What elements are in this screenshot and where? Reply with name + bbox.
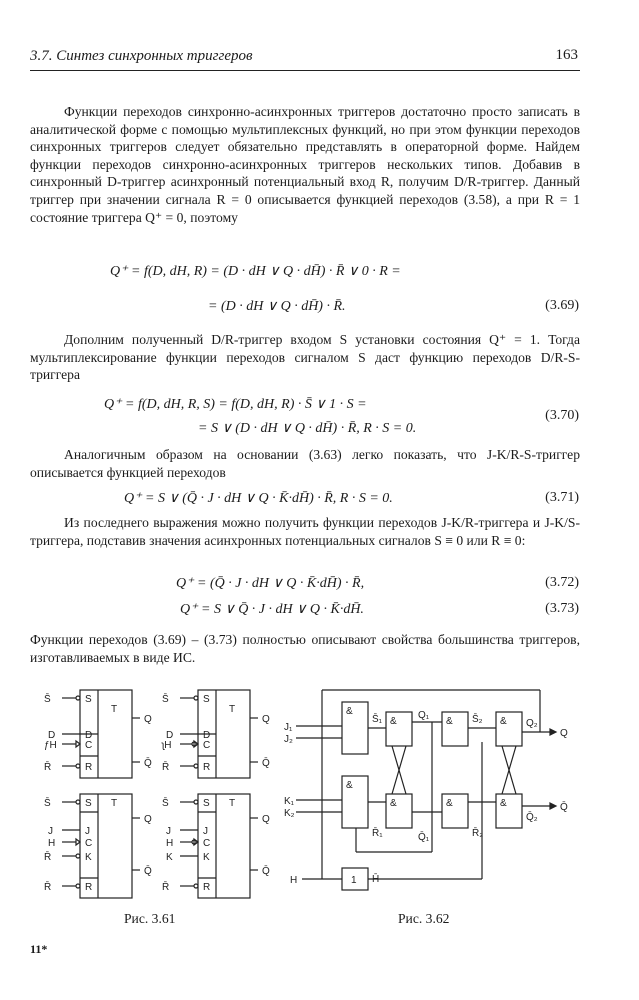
equation-number-3-70: (3.70) [545, 408, 579, 423]
svg-text:R: R [85, 882, 93, 893]
paragraph-5-text: Функции переходов (3.69) – (3.73) полностью описывают свойства большинства триггеров, изготавливаемых в виде ИС. [30, 632, 580, 665]
equation-3-69-line1: Q⁺ = f(D, dH, R) = (D · dH ∨ Q · dH̄) · R̄ ∨ 0 · R = [110, 264, 401, 279]
equation-number-3-72: (3.72) [545, 575, 579, 590]
svg-text:Q: Q [144, 814, 152, 825]
figure-3-61 [40, 682, 280, 904]
svg-text:&: & [346, 706, 353, 717]
svg-text:Q: Q [560, 728, 568, 739]
svg-text:Q₁: Q₁ [418, 710, 430, 721]
svg-text:1: 1 [351, 875, 357, 886]
svg-text:J: J [85, 826, 90, 837]
svg-text:S̄: S̄ [162, 798, 169, 809]
svg-text:J₂: J₂ [284, 734, 293, 745]
svg-text:Q̄₁: Q̄₁ [418, 832, 430, 843]
equation-number-3-69: (3.69) [545, 298, 579, 313]
equation-3-70-line2: = S ∨ (D · dH ∨ Q · dH̄) · R̄, R · S = 0. [198, 421, 417, 436]
svg-text:&: & [446, 716, 453, 727]
svg-text:Q̄₂: Q̄₂ [526, 812, 538, 823]
svg-text:J: J [166, 826, 171, 837]
svg-text:&: & [500, 798, 507, 809]
svg-text:C: C [85, 740, 93, 751]
paragraph-1-text: Функции переходов синхронно-асинхронных триггеров достаточно просто записать в аналитической форме с помощью мультиплексных функций, но при этом функции переходов синхронных триггеров следует обязательно представлять в операторной форме. Найдем функции переходов синхронно-асинхронных триггеров нескольких типов. Добавив в синхронный D-триггер асинхронный потенциальный вход R, получим D/R-триггер. Данный триггер при значении сигнала R = 0 описывается функцией переходов (3.58), а при R = 1 состояние триггера Q⁺ = 0, поэтому [30, 104, 580, 225]
svg-text:C: C [203, 740, 211, 751]
svg-text:&: & [500, 716, 507, 727]
svg-text:K: K [203, 852, 210, 863]
flipflop-jk-1 [44, 794, 152, 898]
svg-text:R̄: R̄ [44, 852, 52, 863]
svg-text:D: D [203, 730, 211, 741]
svg-text:Q̄: Q̄ [560, 802, 568, 813]
svg-text:H: H [166, 838, 174, 849]
svg-text:R̄₁: R̄₁ [372, 828, 383, 839]
svg-text:S: S [203, 798, 210, 809]
svg-text:&: & [390, 798, 397, 809]
equation-3-69-line2: = (D · dH ∨ Q · dH̄) · R̄. [208, 299, 346, 314]
flipflop-dr-1 [44, 690, 152, 778]
figure-3-61-caption: Рис. 3.61 [124, 911, 176, 926]
svg-text:ƒH: ƒH [44, 740, 57, 751]
svg-text:J: J [48, 826, 53, 837]
svg-text:H: H [290, 875, 298, 886]
svg-text:R̄: R̄ [162, 882, 170, 893]
equation-3-73: Q⁺ = S ∨ Q̄ · J · dH ∨ Q · K̄·dH̄. [180, 602, 364, 617]
paragraph-5 [30, 631, 580, 666]
svg-text:T: T [229, 704, 236, 715]
svg-text:D: D [166, 730, 174, 741]
svg-text:Q̄: Q̄ [144, 758, 152, 769]
svg-text:&: & [446, 798, 453, 809]
paragraph-2-text: Дополним полученный D/R-триггер входом S установки состояния Q⁺ = 1. Тогда мультиплексирование функции переходов сигналом S даст функцию переходов D/R-S-триггера [30, 332, 580, 383]
section-title: 3.7. Синтез синхронных триггеров [30, 48, 253, 64]
signature-mark: 11* [30, 942, 48, 956]
svg-text:Q: Q [262, 814, 270, 825]
svg-text:S: S [85, 694, 92, 705]
paragraph-1 [30, 103, 580, 226]
equation-number-3-71: (3.71) [545, 490, 579, 505]
svg-text:J: J [203, 826, 208, 837]
paragraph-4-text: Из последнего выражения можно получить функции переходов J-K/R-триггера и J-K/S-триггера, подставив значения асинхронных потенциальных сигналов S ≡ 0 или R ≡ 0: [30, 515, 580, 548]
svg-text:S: S [203, 694, 210, 705]
svg-text:T: T [111, 798, 118, 809]
svg-text:S̄: S̄ [44, 798, 51, 809]
svg-text:Q: Q [144, 714, 152, 725]
svg-text:Q: Q [262, 714, 270, 725]
svg-text:H̄: H̄ [372, 874, 380, 885]
svg-text:Q̄: Q̄ [262, 758, 270, 769]
flipflop-dr-2 [161, 690, 270, 778]
svg-text:R̄: R̄ [44, 882, 52, 893]
equation-3-72: Q⁺ = (Q̄ · J · dH ∨ Q · K̄·dH̄) · R̄, [176, 576, 365, 591]
svg-text:C: C [203, 838, 211, 849]
svg-text:K: K [85, 852, 92, 863]
svg-text:T: T [111, 704, 118, 715]
svg-text:D: D [48, 730, 56, 741]
equation-3-70-line1: Q⁺ = f(D, dH, R, S) = f(D, dH, R) · S̄ ∨ 1 · S = [104, 397, 367, 412]
svg-text:S̄₁: S̄₁ [372, 714, 383, 725]
svg-text:S̄: S̄ [44, 694, 51, 705]
equation-number-3-73: (3.73) [545, 601, 579, 616]
svg-text:Q̄: Q̄ [144, 866, 152, 877]
svg-text:K₂: K₂ [284, 808, 295, 819]
svg-text:R̄₂: R̄₂ [472, 828, 484, 839]
flipflop-jk-2 [162, 794, 270, 898]
svg-text:&: & [346, 780, 353, 791]
equation-3-71: Q⁺ = S ∨ (Q̄ · J · dH ∨ Q · K̄·dH̄) · R̄, R · S = 0. [124, 491, 393, 506]
svg-text:ʅH: ʅH [162, 740, 172, 751]
svg-text:R: R [203, 762, 211, 773]
svg-text:R̄: R̄ [162, 762, 170, 773]
figure-3-62-caption: Рис. 3.62 [398, 911, 450, 926]
svg-text:R: R [85, 762, 93, 773]
svg-text:Q₂: Q₂ [526, 718, 538, 729]
running-header [30, 44, 580, 71]
paragraph-3 [30, 446, 580, 481]
paragraph-2 [30, 331, 580, 384]
svg-text:R̄: R̄ [44, 762, 52, 773]
svg-text:S̄: S̄ [162, 694, 169, 705]
paragraph-4 [30, 514, 580, 549]
svg-text:S: S [85, 798, 92, 809]
svg-text:Q̄: Q̄ [262, 866, 270, 877]
svg-text:K₁: K₁ [284, 796, 295, 807]
svg-text:K: K [166, 852, 173, 863]
svg-text:C: C [85, 838, 93, 849]
svg-text:R: R [203, 882, 211, 893]
svg-text:J₁: J₁ [284, 722, 293, 733]
page-number: 163 [555, 47, 578, 63]
svg-text:D: D [85, 730, 93, 741]
svg-text:H: H [48, 838, 56, 849]
svg-text:T: T [229, 798, 236, 809]
svg-text:&: & [390, 716, 397, 727]
svg-text:S̄₂: S̄₂ [472, 714, 483, 725]
paragraph-3-text: Аналогичным образом на основании (3.63) легко показать, что J-K/R-S-триггер описывается функцией переходов [30, 447, 580, 480]
figure-3-62 [282, 682, 582, 904]
